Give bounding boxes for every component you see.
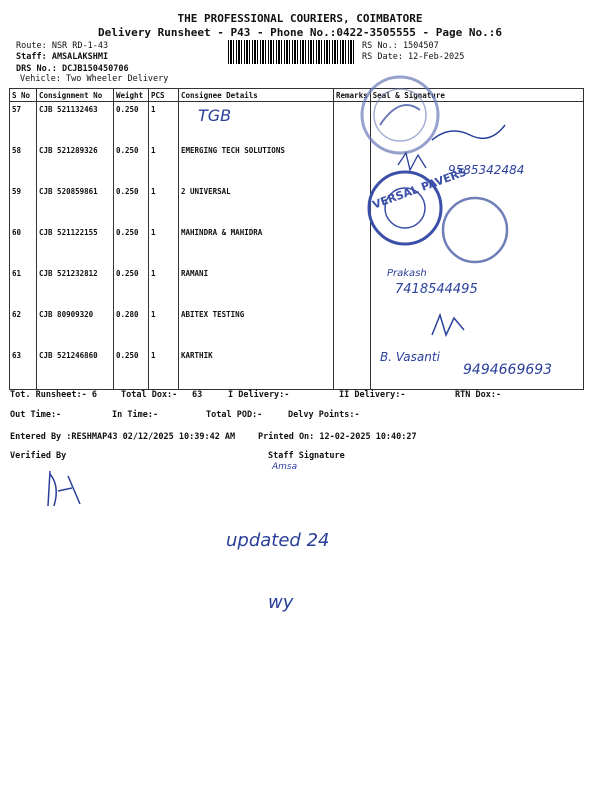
table-row (10, 266, 584, 307)
cell-pcs: 1 (149, 102, 179, 144)
col-sno: S No (10, 89, 37, 102)
drs-number: DRS No.: DCJB150450706 (16, 64, 129, 74)
cell-cn: CJB 80909320 (37, 307, 114, 348)
cell-cn: CJB 520859861 (37, 184, 114, 225)
cell-cn: CJB 521132463 (37, 102, 114, 144)
cell-sno: 59 (10, 184, 37, 225)
delvy-points: Delvy Points:- (288, 410, 360, 420)
cell-remarks (334, 266, 371, 307)
ii-delivery: II Delivery:- (339, 390, 406, 400)
in-time: In Time:- (112, 410, 159, 420)
cell-wt: 0.250 (114, 225, 149, 266)
handwritten-phone-61: 7418544495 (395, 282, 478, 297)
handwritten-phone-59: 9585342484 (448, 163, 525, 177)
stamp-text: VERSAL PAVERS (370, 165, 469, 212)
total-pod: Total POD:- (206, 410, 263, 420)
cell-cn: CJB 521232812 (37, 266, 114, 307)
staff: Staff: AMSALAKSHMI (16, 52, 109, 62)
seal-stamp-icon (355, 70, 455, 160)
cell-sno: 62 (10, 307, 37, 348)
cell-cn: CJB 521289326 (37, 143, 114, 184)
cell-wt: 0.250 (114, 266, 149, 307)
cell-consignee: EMERGING TECH SOLUTIONS (179, 143, 334, 184)
runsheet-subtitle: Delivery Runsheet - P43 - Phone No.:0422-3505555 - Page No.:6 (98, 26, 502, 39)
verified-by: Verified By (10, 451, 67, 461)
cell-pcs: 1 (149, 307, 179, 348)
col-pcs: PCS (149, 89, 179, 102)
handwritten-tgb: TGB (198, 106, 232, 125)
cell-pcs: 1 (149, 348, 179, 390)
cell-sno: 60 (10, 225, 37, 266)
entered-by: Entered By :RESHMAP43 02/12/2025 10:39:42 AM (10, 432, 236, 442)
rtn-dox: RTN Dox:- (455, 390, 502, 400)
total-dox-value: 63 (192, 390, 203, 400)
cell-sno: 63 (10, 348, 37, 390)
cell-consignee: MAHINDRA & MAHIDRA (179, 225, 334, 266)
company-title: THE PROFESSIONAL COURIERS, COIMBATORE (177, 12, 423, 25)
route: Route: NSR RD-1-43 (16, 41, 109, 51)
cell-consignee: ABITEX TESTING (179, 307, 334, 348)
cell-consignee: KARTHIK (179, 348, 334, 390)
handwritten-name-63: B. Vasanti (380, 350, 440, 364)
table-header-row (10, 89, 584, 102)
cell-remarks (334, 307, 371, 348)
rs-number: RS No.: 1504507 (362, 41, 439, 51)
cell-wt: 0.250 (114, 348, 149, 390)
col-seal: Seal & Signature (370, 89, 583, 102)
col-consignment: Consignment No (37, 89, 114, 102)
cell-sno: 58 (10, 143, 37, 184)
cell-pcs: 1 (149, 225, 179, 266)
printed-on: Printed On: 12-02-2025 10:40:27 (258, 432, 417, 442)
cell-pcs: 1 (149, 184, 179, 225)
col-remarks: Remarks (334, 89, 371, 102)
cell-sno: 57 (10, 102, 37, 144)
cell-wt: 0.250 (114, 102, 149, 144)
handwritten-staff-sig: Amsa (272, 462, 298, 472)
signature-scribble-icon (430, 310, 470, 340)
barcode (228, 40, 354, 64)
cell-sno: 61 (10, 266, 37, 307)
col-consignee: Consignee Details (179, 89, 334, 102)
cell-consignee: RAMANI (179, 266, 334, 307)
table-row (10, 307, 584, 348)
total-dox: Total Dox:- (121, 390, 178, 400)
cell-seal (370, 307, 583, 348)
out-time: Out Time:- (10, 410, 62, 420)
staff-signature: Staff Signature (268, 451, 345, 461)
cell-cn: CJB 521122155 (37, 225, 114, 266)
cell-wt: 0.250 (114, 184, 149, 225)
col-weight: Weight (114, 89, 149, 102)
cell-wt: 0.280 (114, 307, 149, 348)
cell-pcs: 1 (149, 266, 179, 307)
cell-remarks (334, 348, 371, 390)
signature-scribble-icon (430, 120, 510, 145)
handwritten-note-initials: wy (268, 592, 294, 613)
rs-date: RS Date: 12-Feb-2025 (362, 52, 465, 62)
handwritten-note-updated: updated 24 (226, 530, 330, 551)
handwritten-name-61: Prakash (387, 268, 427, 279)
cell-cn: CJB 521246860 (37, 348, 114, 390)
round-stamp-icon (440, 190, 510, 270)
cell-wt: 0.250 (114, 143, 149, 184)
tot-runsheet: Tot. Runsheet:- 6 (10, 390, 97, 400)
i-delivery: I Delivery:- (228, 390, 290, 400)
cell-pcs: 1 (149, 143, 179, 184)
cell-consignee: 2 UNIVERSAL (179, 184, 334, 225)
vehicle: Vehicle: Two Wheeler Delivery (20, 74, 169, 84)
verified-signature-icon (40, 466, 100, 511)
handwritten-phone-63: 9494669693 (463, 362, 553, 378)
